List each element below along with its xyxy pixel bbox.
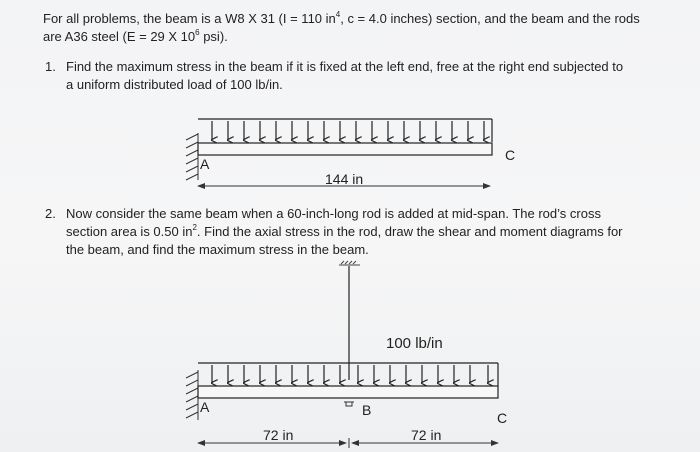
problem-2-line-3: the beam, and find the maximum stress in the beam.	[66, 242, 369, 257]
figure-2-label-a: A	[200, 399, 210, 415]
figure-2-load-label: 100 lb/in	[386, 335, 443, 352]
problem-1-number: 1.	[45, 59, 56, 74]
intro-line-1: For all problems, the beam is a W8 X 31 (I = 110 $in^4$, c = 4.0 inches) section, and the beam and the rods	[43, 9, 640, 26]
problem-2-line-2: section area is 0.50 $in^2$. Find the axial stress in the rod, draw the shear and moment diagrams for	[66, 222, 623, 239]
rod-connector	[344, 402, 354, 406]
figure-2-label-c: C	[497, 410, 508, 426]
problem-2-number: 2.	[45, 206, 56, 221]
problem-1-line-2: a uniform distributed load of 100 lb/in.	[66, 77, 283, 92]
rod-ceiling-support	[339, 261, 360, 265]
figure-1-label-c: C	[505, 147, 516, 163]
figure-2-label-b: B	[362, 402, 372, 418]
fixed-support-2	[186, 370, 198, 420]
figure-1-label-a: A	[200, 156, 210, 172]
problem-2-line-1: Now consider the same beam when a 60-inch-long rod is added at mid-span. The rod’s cross	[66, 206, 601, 221]
problem-1-line-1: Find the maximum stress in the beam if it is fixed at the left end, free at the right end subjected to	[66, 59, 624, 74]
figure-2-left-length: 72 in	[263, 427, 294, 443]
distributed-load-2	[198, 363, 498, 386]
intro-line-2: are A36 steel (E = 29 X $10^6$ psi).	[43, 27, 228, 44]
figure-1-length-label: 144 in	[325, 171, 364, 187]
beam-2	[198, 386, 498, 398]
figure-2-right-length: 72 in	[411, 427, 442, 443]
